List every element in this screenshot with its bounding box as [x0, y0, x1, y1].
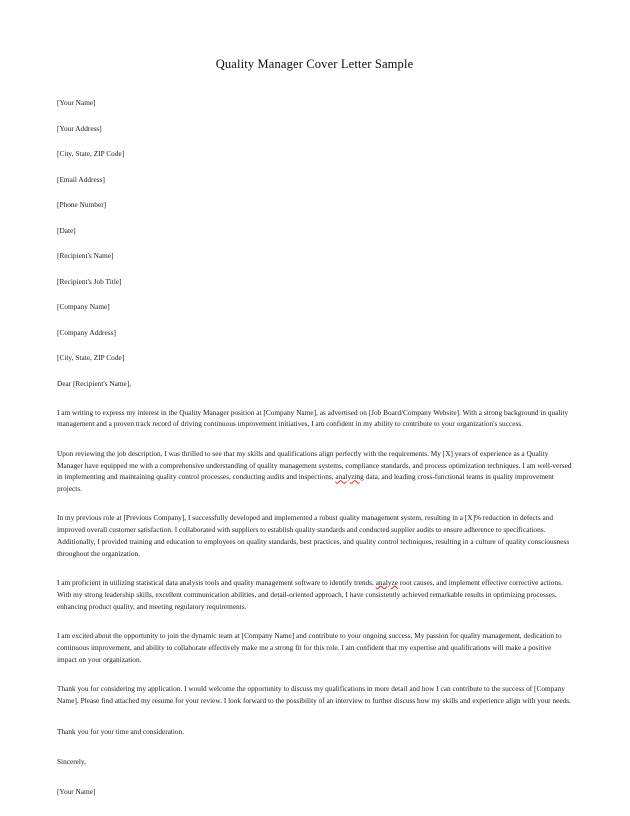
field-recipient-name: [Recipient's Name]: [57, 251, 114, 260]
field-email-address: [Email Address]: [57, 174, 105, 184]
spellcheck-misspelled-word-analyze: analyze: [375, 578, 399, 588]
field-date: [Date]: [57, 225, 76, 235]
field-recipient-job-title: [Recipient's Job Title]: [57, 276, 122, 286]
signature-name: [Your Name]: [57, 786, 96, 796]
field-phone-number: [Phone Number]: [57, 200, 107, 209]
field-your-city-state-zip: [City, State, ZIP Code]: [57, 149, 125, 158]
paragraph-enthusiasm: I am excited about the opportunity to join the dynamic team at [Company Name] and contribute to your ongoing success. My passion for quality management, dedication to continuous improvement, and ability to collaborate effectively make me a strong fit for this role. I am confident that my expertise and qualifications will make a positive impact on your organization.: [57, 631, 562, 664]
paragraph-previous-role: In my previous role at [Previous Company], I successfully developed and implemented a robust quality management system, resulting in a [X]% reduction in defects and improved overall customer satisfaction. I collaborated with suppliers to establish quality standards and conducted supplier audits to ensure adherence to specifications. Additionally, I provided training and education to employees on quality standards, best practices, and quality control techniques, resulting in a culture of quality consciousness throughout the organization.: [57, 513, 570, 558]
salutation: Dear [Recipient's Name],: [57, 378, 132, 388]
sender-recipient-address-block: [57, 98, 572, 362]
thank-you-line: Thank you for your time and consideration.: [57, 726, 185, 736]
paragraph-qualifications: [57, 448, 572, 495]
page-title: Quality Manager Cover Letter Sample: [215, 57, 414, 71]
paragraph-skills: [57, 577, 572, 612]
field-company-name: [Company Name]: [57, 302, 110, 311]
closing-salutation: Sincerely,: [57, 756, 86, 766]
paragraph-qualifications-text-after: data, and leading cross-functional teams in quality improvement projects.: [57, 472, 554, 494]
paragraph-qualifications-text-before: Upon reviewing the job description, I was thrilled to see that my skills and qualifications align perfectly with the requirements. My [X] years of experience as a Quality Manager have equipped me with a comprehensive understanding of quality management systems, compliance standards, and process optimization techniques. I am well-versed in implementing and maintaining quality control processes, conducting audits and inspections,: [57, 448, 572, 482]
field-your-name: [Your Name]: [57, 98, 96, 107]
paragraph-intro: I am writing to express my interest in the Quality Manager position at [Company Name], as advertised on [Job Board/Company Website]. With a strong background in quality management and a proven track record of driving continuous improvement initiatives, I am confident in my ability to contribute to your organization's success.: [57, 407, 569, 429]
field-company-city-state-zip: [City, State, ZIP Code]: [57, 353, 125, 362]
paragraph-call-to-action: Thank you for considering my application. I would welcome the opportunity to discuss my qualifications in more detail and how I can contribute to the success of [Company Name]. Please find attached my resume for your review. I look forward to the possibility of an interview to further discuss how my skills and experience align with your needs.: [57, 684, 571, 705]
spellcheck-misspelled-word-analyzing: analyzing: [335, 472, 364, 482]
field-your-address: [Your Address]: [57, 123, 102, 133]
field-company-address: [Company Address]: [57, 327, 116, 337]
paragraph-skills-text-before: I am proficient in utilizing statistical data analysis tools and quality management software to identify trends,: [57, 578, 376, 588]
paragraph-skills-text-after: root causes, and implement effective corrective actions. With my strong leadership skills, excellent communication abilities, and detail-oriented approach, I have consistently achieved remarkable results in optimizing processes, enhancing product quality, and meeting regulatory requirements.: [57, 578, 563, 611]
